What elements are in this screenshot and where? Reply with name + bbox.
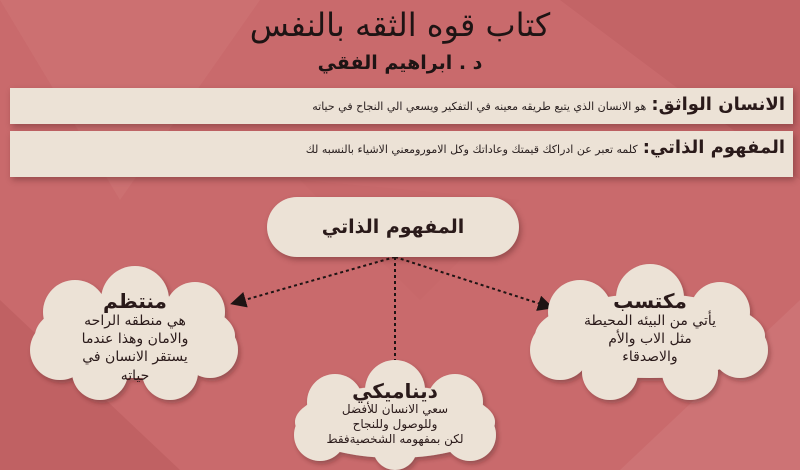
branch-title: مكتسب (613, 289, 687, 313)
branch-line: مثل الاب والأم (608, 331, 692, 348)
branch-line: هي منطقه الراحه (84, 313, 186, 329)
branch-line: وللوصول وللنجاح (352, 417, 438, 431)
definition-term: الانسان الواثق: (651, 94, 785, 115)
branch-organized (40, 290, 230, 385)
branch-title: منتظم (103, 289, 167, 313)
branch-line: يستقر الانسان في (82, 349, 188, 366)
branch-line: سعي الانسان للأفضل (341, 402, 449, 416)
branch-line: والامان وهذا عندما (81, 331, 189, 348)
branch-line: يأتي من البيئه المحيطة (583, 313, 717, 329)
connector-right (395, 257, 550, 307)
author-name: د . ابراهيم الفقي (317, 52, 483, 74)
branch-line: لكن بمفهومه الشخصيةفقط (326, 432, 464, 446)
definition-text: هو الانسان الذي يتبع طريقه معينه في التفكير ويسعي الي النجاح في حياته (312, 100, 647, 113)
branch-line: والاصدقاء (622, 349, 678, 366)
branch-acquired (540, 290, 760, 367)
page-title: كتاب قوه الثقه بالنفس (249, 6, 551, 44)
branch-dynamic (300, 380, 490, 447)
definition-text: كلمه تعبر عن ادراكك قيمتك وعاداتك وكل الامورومعني الاشياء بالنسبه لك (305, 143, 638, 156)
connector-left (234, 257, 395, 303)
definition-term: المفهوم الذاتي: (642, 137, 785, 158)
branch-title: ديناميكي (352, 379, 438, 403)
branch-line: حياته (120, 367, 150, 384)
center-node: المفهوم الذاتي (267, 197, 519, 257)
